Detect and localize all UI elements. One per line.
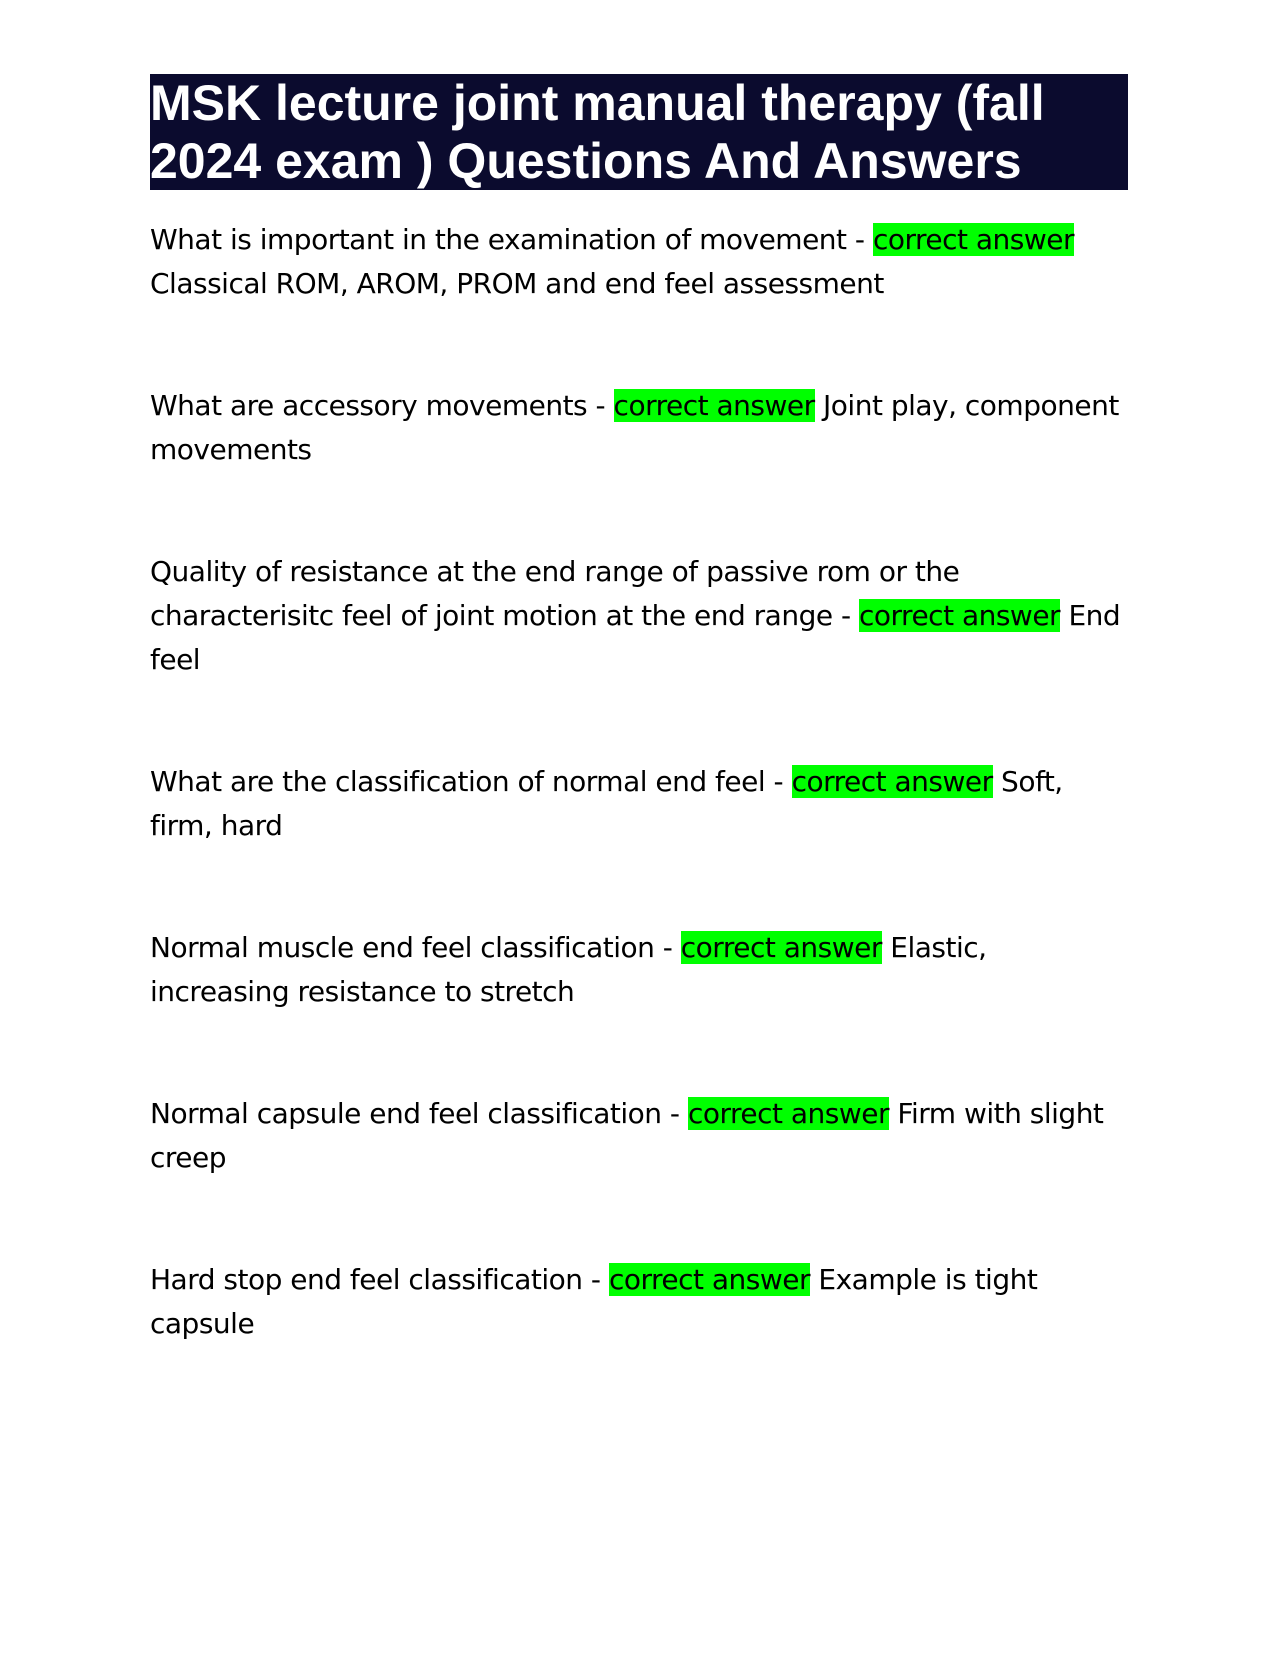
qa-list (150, 218, 1128, 1346)
question-text: Hard stop end feel classification - (150, 1263, 609, 1296)
qa-item (150, 760, 1128, 848)
question-text: Quality of resistance at the end range of passive rom or the characterisitc feel of joint motion at the end range - (150, 555, 960, 632)
answer-text: Example is tight capsule (150, 1263, 1038, 1340)
answer-marker: correct answer (608, 1263, 811, 1296)
qa-item (150, 926, 1128, 1014)
qa-item (150, 1092, 1128, 1180)
question-text: What is important in the examination of movement - (150, 223, 873, 256)
answer-marker: correct answer (687, 1097, 890, 1130)
question-text: What are the classification of normal end feel - (150, 765, 792, 798)
qa-item (150, 1258, 1128, 1346)
answer-text: Joint play, component movements (150, 389, 1119, 466)
answer-marker: correct answer (872, 223, 1075, 256)
qa-item (150, 218, 1128, 306)
question-text: Normal muscle end feel classification - (150, 931, 681, 964)
document-page (150, 74, 1128, 1424)
answer-text: Firm with slight creep (150, 1097, 1104, 1174)
answer-marker: correct answer (613, 389, 815, 422)
qa-item (150, 384, 1128, 472)
document-title: MSK lecture joint manual therapy (fall 2024 exam ) Questions And Answers (150, 74, 1128, 190)
question-text: What are accessory movements - (150, 389, 614, 422)
answer-text: Soft, firm, hard (150, 765, 1063, 842)
answer-marker: correct answer (680, 931, 882, 964)
answer-text: Elastic, increasing resistance to stretch (150, 931, 987, 1008)
answer-marker: correct answer (791, 765, 993, 798)
qa-item (150, 550, 1128, 682)
answer-text: End feel (150, 599, 1121, 676)
answer-text: Classical ROM, AROM, PROM and end feel assessment (150, 267, 884, 300)
question-text: Normal capsule end feel classification - (150, 1097, 688, 1130)
answer-marker: correct answer (859, 599, 1061, 632)
